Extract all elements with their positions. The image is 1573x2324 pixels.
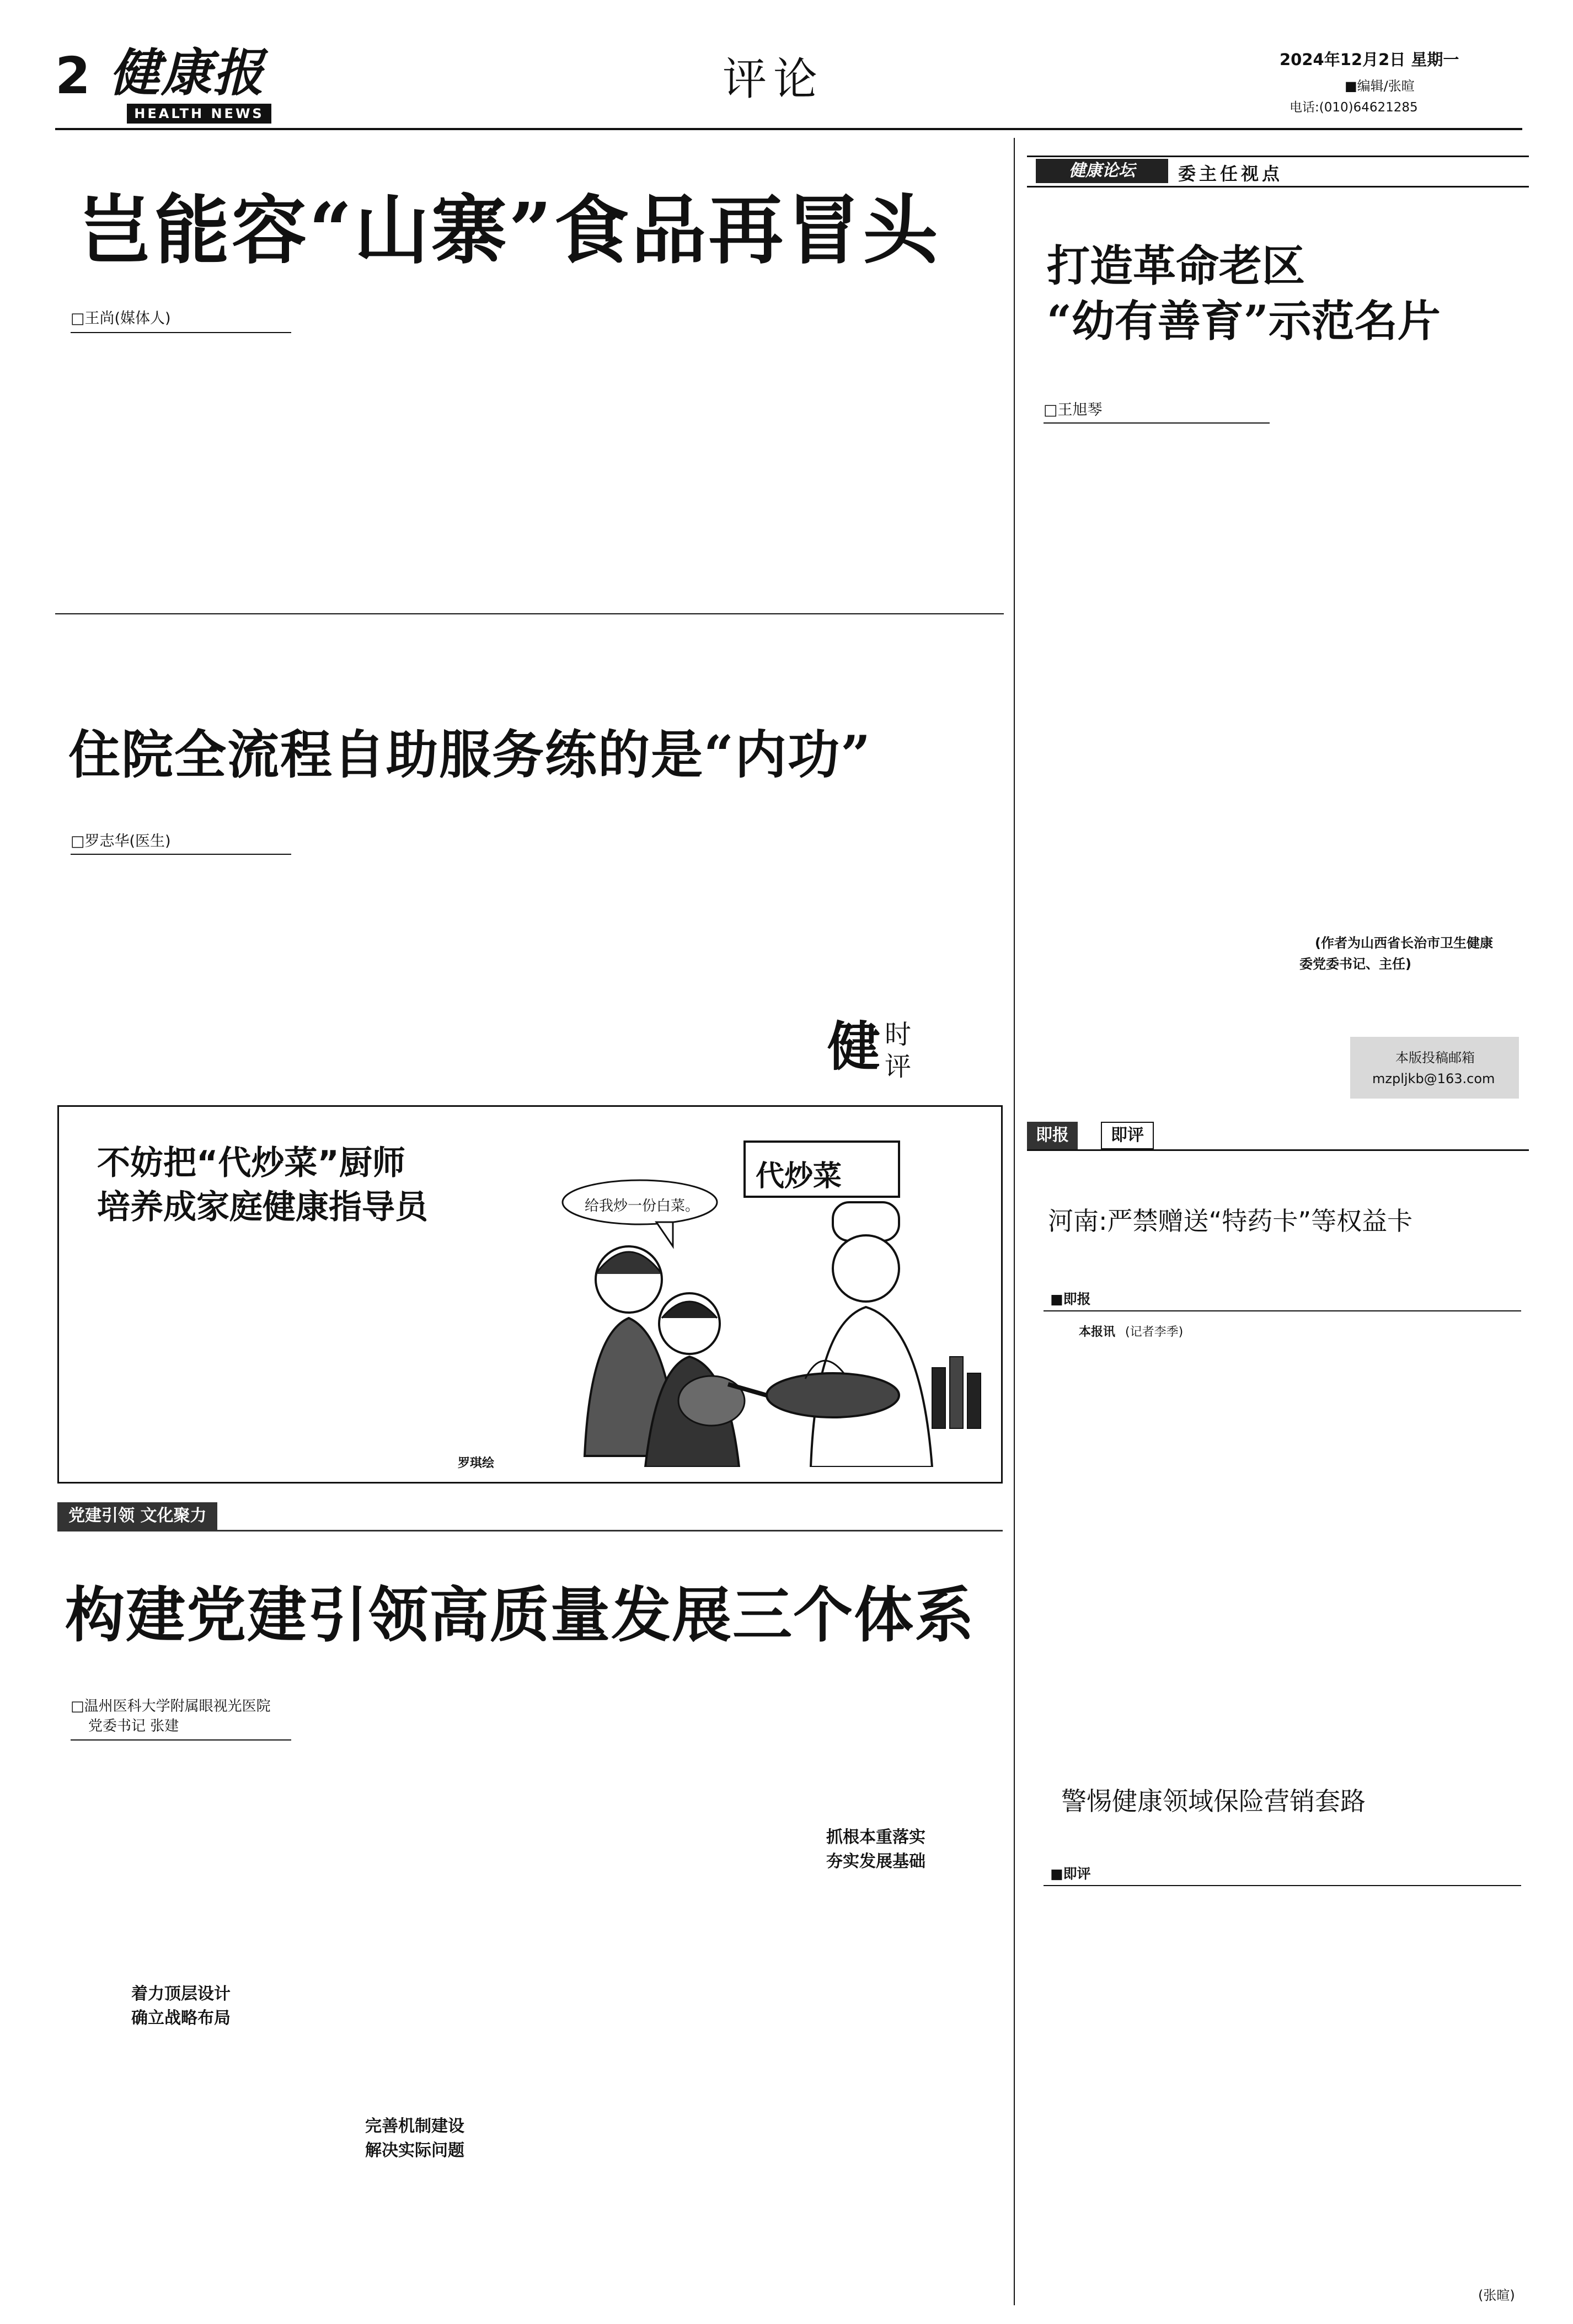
article2-column-3 <box>536 832 752 1092</box>
forum-byline-rule <box>1044 422 1270 424</box>
news-item1-column-2 <box>1290 1322 1521 1742</box>
news-item1-column-1 <box>1044 1342 1275 1739</box>
news-tag-rule <box>1027 1149 1529 1151</box>
article1-title: 岂能容“山寨”食品再冒头 <box>77 186 940 275</box>
mailbox-box <box>1350 1037 1519 1099</box>
news-item2-label: ■即评 <box>1050 1866 1091 1882</box>
chef-head <box>833 1235 899 1302</box>
bottle-2 <box>950 1357 963 1428</box>
masthead-rule <box>55 128 1522 130</box>
news-item1-title: 河南:严禁赠送“特药卡”等权益卡 <box>1048 1206 1413 1236</box>
page-number: 2 <box>55 46 91 105</box>
cartoon-speech-text: 给我炒一份白菜。 <box>585 1198 700 1214</box>
article1-column-3 <box>536 309 752 603</box>
section-tag-bar <box>57 1530 1003 1532</box>
forum-tag: 健康论坛 <box>1036 159 1168 183</box>
cartoon-article-title-1: 不妨把“代炒菜”厨师 <box>97 1144 405 1182</box>
section-name: 评论 <box>723 53 824 105</box>
news-tag-2: 即评 <box>1101 1122 1154 1149</box>
badge-big-char: 健 <box>827 1015 880 1078</box>
badge-char-1: 时 <box>885 1019 912 1050</box>
cartoon-article-title-2: 培养成家庭健康指导员 <box>97 1188 428 1227</box>
editor-credit: ■编辑/张暄 <box>1345 78 1415 94</box>
article2-byline-rule <box>71 854 291 855</box>
article1-byline-rule <box>71 332 291 333</box>
badge-char-2: 评 <box>885 1051 912 1082</box>
article1-column-1 <box>71 344 291 603</box>
news-tag-1: 即报 <box>1027 1122 1078 1149</box>
article3-column-2 <box>307 1698 523 2106</box>
cartoon-article-column-2 <box>320 1253 541 1435</box>
news-item2-column-2 <box>1285 1897 1521 2272</box>
article3-title: 构建党建引领高质量发展三个体系 <box>65 1581 976 1650</box>
issue-date: 2024年12月2日 星期一 <box>1280 50 1459 69</box>
article3-column-4 <box>766 1698 986 1797</box>
divider-1 <box>55 613 1004 614</box>
main-column-separator <box>1014 138 1015 2305</box>
mailbox-email[interactable]: mzpljkb@163.com <box>1372 1071 1495 1086</box>
news-item1-label: ■即报 <box>1050 1291 1091 1307</box>
cartoon-author: 罗琪绘 <box>458 1456 495 1470</box>
forum-title-1: 打造革命老区 <box>1047 241 1306 291</box>
news-item2-signature: (张暄) <box>1478 2288 1515 2303</box>
forum-author-note-2: 委党委书记、主任) <box>1299 956 1411 972</box>
article3-byline-2: 党委书记 张建 <box>88 1718 179 1734</box>
news-item2-title: 警惕健康领域保险营销套路 <box>1061 1786 1366 1816</box>
forum-author-note-1: (作者为山西省长治市卫生健康 <box>1315 935 1493 951</box>
forum-byline: □王旭琴 <box>1044 401 1103 419</box>
article3-subhead-3-line-2: 夯实发展基础 <box>826 1852 925 1871</box>
article3-column-3 <box>536 1698 752 2304</box>
cartoon-sign-text: 代炒菜 <box>756 1160 842 1193</box>
forum-column-2 <box>1285 400 1523 913</box>
article3-byline-rule <box>71 1739 291 1741</box>
section-tag-party: 党建引领 文化聚力 <box>57 1502 217 1530</box>
news-item1-rule <box>1044 1310 1521 1311</box>
news-item2-rule <box>1044 1885 1521 1886</box>
paper-name-en: HEALTH NEWS <box>127 104 271 124</box>
article3-byline-1: □温州医科大学附属眼视光医院 <box>71 1698 271 1715</box>
cartoon-article-column-1 <box>97 1253 309 1435</box>
editor-phone: 电话:(010)64621285 <box>1290 100 1418 115</box>
article3-subhead-1-line-2: 确立战略布局 <box>131 2009 231 2028</box>
forum-title-2: “幼有善育”示范名片 <box>1047 296 1441 346</box>
commentary-badge <box>827 1015 927 1086</box>
article3-subhead-1-line-1: 着力顶层设计 <box>131 1984 231 2004</box>
article1-column-2 <box>307 309 523 603</box>
article3-subhead-3-line-1: 抓根本重落实 <box>826 1828 925 1847</box>
article3-column-1b <box>71 2046 291 2305</box>
mailbox-label: 本版投稿邮箱 <box>1395 1050 1475 1065</box>
article1-byline: □王尚(媒体人) <box>71 310 171 327</box>
article2-column-4 <box>766 832 986 975</box>
news-item1-lead: 本报讯 <box>1079 1325 1116 1339</box>
news-item2-column-1 <box>1044 1897 1270 2305</box>
article2-byline: □罗志华(医生) <box>71 833 171 850</box>
forum-column-1 <box>1044 433 1270 1167</box>
forum-subtitle: 委主任视点 <box>1178 163 1283 184</box>
article3-subhead-2-line-1: 完善机制建设 <box>365 2117 464 2136</box>
paper-name: 健康报 <box>109 43 265 103</box>
news-item1-reporter: (记者李季) <box>1125 1325 1184 1339</box>
article2-column-1 <box>71 866 291 1092</box>
article3-subhead-2-line-2: 解决实际问题 <box>365 2141 464 2160</box>
article2-column-2 <box>307 832 523 1092</box>
article3-column-1 <box>71 1750 291 1977</box>
bottle-1 <box>932 1368 945 1428</box>
vegetable-bag <box>678 1376 745 1426</box>
wok <box>767 1373 899 1417</box>
bottle-3 <box>967 1373 981 1428</box>
article1-column-4 <box>766 309 986 603</box>
article2-title: 住院全流程自助服务练的是“内功” <box>68 725 872 785</box>
